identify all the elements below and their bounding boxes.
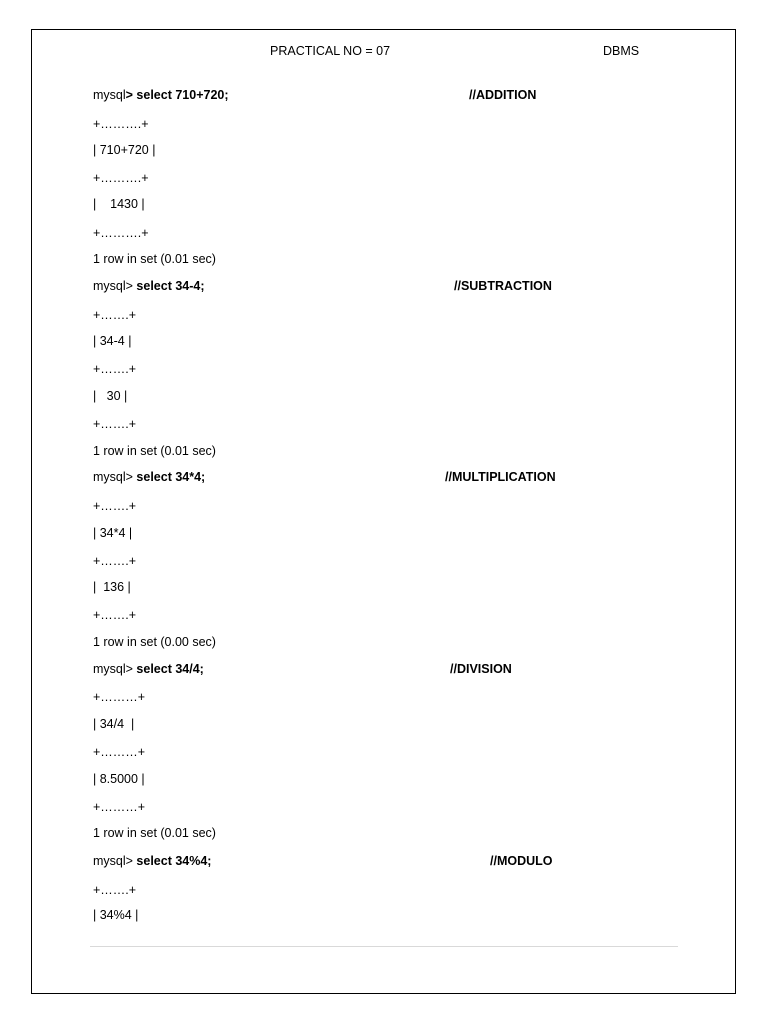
multiplication-command-line bbox=[93, 469, 205, 485]
table-border: +…….+ bbox=[93, 608, 137, 622]
division-command-line bbox=[93, 661, 204, 677]
table-value-row: | 136 | bbox=[93, 580, 131, 594]
table-value-row: | 8.5000 | bbox=[93, 772, 145, 786]
table-value-row: | 1430 | bbox=[93, 197, 145, 211]
row-count-status: 1 row in set (0.01 sec) bbox=[93, 252, 216, 266]
subtraction-comment: //SUBTRACTION bbox=[454, 279, 552, 293]
multiplication-comment: //MULTIPLICATION bbox=[445, 470, 556, 484]
sql-command: select 34-4; bbox=[136, 279, 205, 293]
table-border: +…….+ bbox=[93, 554, 137, 568]
table-border: +…….+ bbox=[93, 883, 137, 897]
table-header-row: | 34-4 | bbox=[93, 334, 132, 348]
table-border: +…….+ bbox=[93, 362, 137, 376]
prompt: mysql> bbox=[93, 470, 137, 484]
table-border: +………+ bbox=[93, 690, 146, 704]
subtraction-command-line bbox=[93, 278, 205, 294]
table-value-row: | 30 | bbox=[93, 389, 128, 403]
addition-command-line bbox=[93, 87, 229, 103]
sql-command: select 34%4; bbox=[136, 854, 212, 868]
prompt: mysql> bbox=[93, 279, 137, 293]
sql-command: > select 710+720; bbox=[125, 88, 229, 102]
table-border: +…….+ bbox=[93, 417, 137, 431]
modulo-command-line bbox=[93, 853, 211, 869]
table-border: +……….+ bbox=[93, 171, 149, 185]
table-border: +…….+ bbox=[93, 499, 137, 513]
prompt: mysql bbox=[93, 88, 126, 102]
footer-divider bbox=[90, 946, 678, 947]
modulo-comment: //MODULO bbox=[490, 854, 553, 868]
prompt: mysql> bbox=[93, 854, 137, 868]
table-header-row: | 34%4 | bbox=[93, 908, 139, 922]
table-border: +………+ bbox=[93, 800, 146, 814]
addition-comment: //ADDITION bbox=[469, 88, 537, 102]
table-border: +……….+ bbox=[93, 117, 149, 131]
row-count-status: 1 row in set (0.01 sec) bbox=[93, 826, 216, 840]
table-border: +……….+ bbox=[93, 226, 149, 240]
table-header-row: | 710+720 | bbox=[93, 143, 156, 157]
table-border: +…….+ bbox=[93, 308, 137, 322]
row-count-status: 1 row in set (0.00 sec) bbox=[93, 635, 216, 649]
practical-title: PRACTICAL NO = 07 bbox=[270, 44, 391, 58]
division-comment: //DIVISION bbox=[450, 662, 512, 676]
table-header-row: | 34/4 | bbox=[93, 717, 135, 731]
table-header-row: | 34*4 | bbox=[93, 526, 133, 540]
table-border: +………+ bbox=[93, 745, 146, 759]
row-count-status: 1 row in set (0.01 sec) bbox=[93, 444, 216, 458]
subject-label: DBMS bbox=[603, 44, 640, 58]
sql-command: select 34/4; bbox=[136, 662, 204, 676]
prompt: mysql> bbox=[93, 662, 137, 676]
sql-command: select 34*4; bbox=[136, 470, 206, 484]
